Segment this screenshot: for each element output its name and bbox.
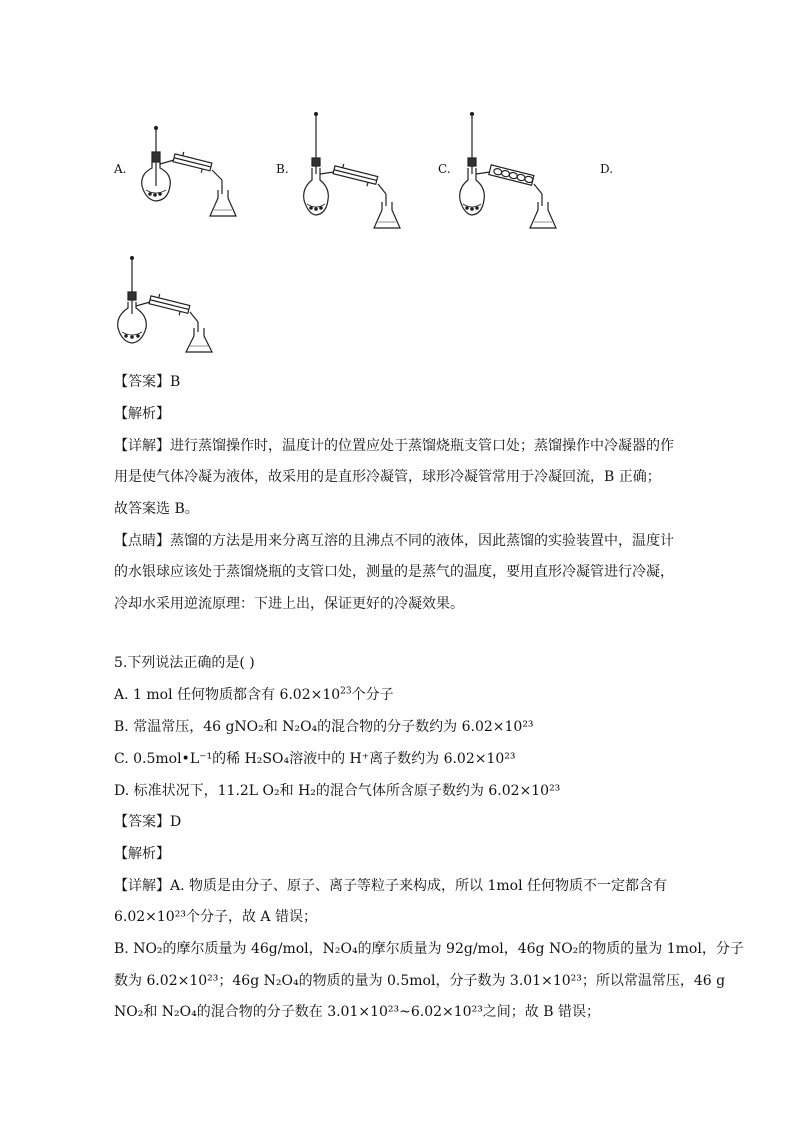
option-c-label: C. — [438, 162, 451, 176]
q4-analysis-heading: 【解析】 — [114, 406, 170, 422]
q4-detail-line-2: 用是使气体冷凝为液体，故采用的是直形冷凝管，球形冷凝管常用于冷凝回流，B 正确； — [114, 469, 661, 485]
distillation-apparatus-c-diagram — [456, 112, 566, 232]
q4-detail-line-1: 【详解】进行蒸馏操作时，温度计的位置应处于蒸馏烧瓶支管口处；蒸馏操作中冷凝器的作 — [114, 438, 674, 454]
q5-option-a — [114, 685, 394, 705]
q5-option-c: C. 0.5mol•L⁻¹的稀 H₂SO₄溶液中的 H⁺离子数约为 6.02×10²³ — [114, 751, 516, 767]
q4-detail-line-3: 故答案选 B。 — [114, 501, 199, 517]
q5-stem: 5.下列说法正确的是( ) — [114, 655, 255, 671]
distillation-apparatus-d-diagram — [114, 256, 224, 356]
q4-note-line-3: 冷却水采用逆流原理：下进上出，保证更好的冷凝效果。 — [114, 596, 464, 612]
option-d-label: D. — [600, 162, 614, 176]
q5-answer: 【答案】D — [114, 814, 182, 830]
q5-detail-line-4: 数为 6.02×10²³；46g N₂O₄的物质的量为 0.5mol，分子数为 3.01×10²³；所以常温常压，46 g — [114, 973, 726, 989]
option-b-label: B. — [276, 162, 289, 176]
q4-answer: 【答案】B — [114, 374, 181, 390]
option-a-label: A. — [114, 162, 127, 176]
distillation-apparatus-b-diagram — [300, 112, 410, 232]
q5-detail-line-5: NO₂和 N₂O₄的混合物的分子数在 3.01×10²³~6.02×10²³之间；故 B 错误； — [114, 1004, 600, 1020]
q5-detail-line-2: 6.02×10²³个分子，故 A 错误； — [114, 909, 317, 925]
q5-option-b: B. 常温常压，46 gNO₂和 N₂O₄的混合物的分子数约为 6.02×10²³ — [114, 719, 534, 735]
q4-note-line-2: 的水银球应该处于蒸馏烧瓶的支管口处，测量的是蒸气的温度，要用直形冷凝管进行冷凝， — [114, 564, 674, 580]
q5-option-a-exponent: 23 — [340, 686, 352, 697]
q5-option-a-text: A. 1 mol 任何物质都含有 6.02×10 — [114, 687, 341, 703]
distillation-apparatus-a-diagram — [130, 124, 240, 219]
q5-analysis-heading: 【解析】 — [114, 846, 170, 862]
q5-detail-line-3: B. NO₂的摩尔质量为 46g/mol，N₂O₄的摩尔质量为 92g/mol，46g NO₂的物质的量为 1mol，分子 — [114, 941, 744, 957]
q5-detail-line-1: 【详解】A. 物质是由分子、原子、离子等粒子来构成，所以 1mol 任何物质不一定都含有 — [114, 878, 667, 894]
q5-option-d: D. 标准状况下，11.2L O₂和 H₂的混合气体所含原子数约为 6.02×10²³ — [114, 783, 561, 799]
q5-option-a-suffix: 个分子 — [351, 687, 394, 703]
q4-note-line-1: 【点睛】蒸馏的方法是用来分离互溶的且沸点不同的液体，因此蒸馏的实验装置中，温度计 — [114, 533, 674, 549]
